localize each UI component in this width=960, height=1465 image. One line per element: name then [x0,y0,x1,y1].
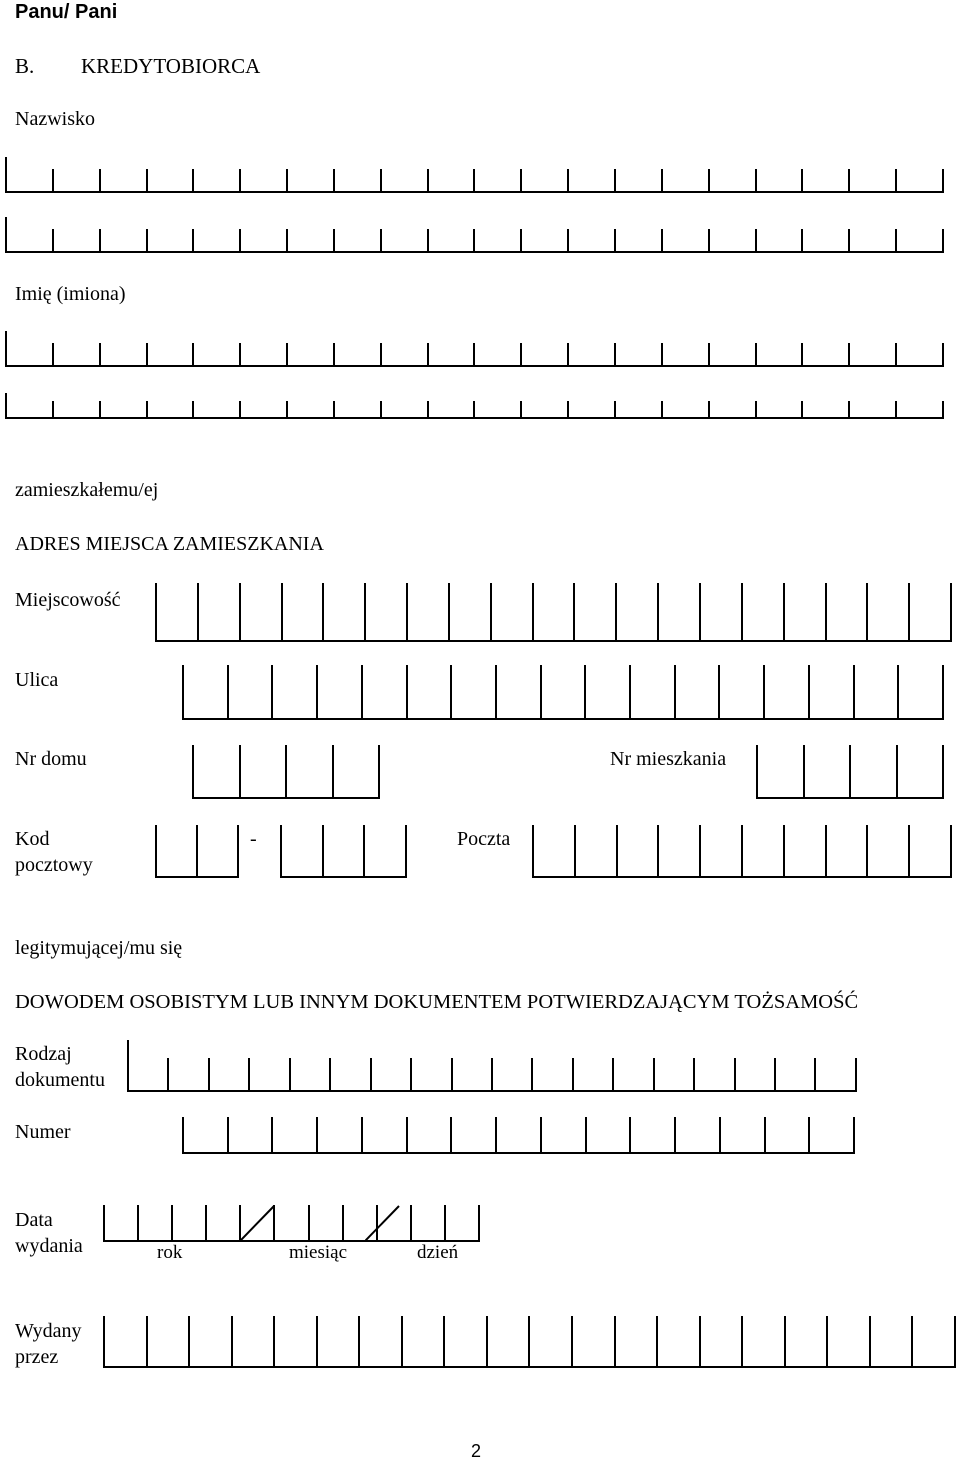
char-box[interactable] [192,745,239,797]
header-salutation: Panu/ Pani [15,1,118,23]
char-box[interactable] [380,229,427,251]
rodzaj-dokumentu-field[interactable] [127,1040,857,1092]
char-box[interactable] [127,1040,167,1090]
char-box[interactable] [708,343,755,365]
char-box[interactable] [406,583,448,640]
char-box[interactable] [896,745,945,797]
label-ulica: Ulica [15,669,59,691]
date-separator-slash-2 [365,1205,401,1242]
char-box[interactable] [755,343,802,365]
char-box[interactable] [443,1316,486,1366]
char-box[interactable] [239,583,281,640]
char-box[interactable] [5,331,52,365]
char-box[interactable] [895,229,944,251]
char-box[interactable] [192,169,239,191]
char-box[interactable] [661,169,708,191]
char-box[interactable] [208,1058,248,1091]
char-box[interactable] [271,665,316,718]
char-box[interactable] [182,1117,227,1152]
char-box[interactable] [473,229,520,251]
char-box[interactable] [182,665,227,718]
char-box[interactable] [572,1058,612,1091]
char-box[interactable] [427,229,474,251]
label-wydany-line2: przez [15,1346,59,1368]
char-box[interactable] [584,665,629,718]
char-box[interactable] [146,1316,189,1366]
nazwisko-field-row-2[interactable] [5,217,944,253]
label-wydany-line1: Wydany [15,1320,82,1342]
char-box[interactable] [532,583,574,640]
char-box[interactable] [167,1058,207,1091]
char-box[interactable] [205,1205,239,1241]
section-title: KREDYTOBIORCA [81,54,261,78]
char-box[interactable] [614,1316,657,1366]
char-box[interactable] [532,825,574,876]
char-box[interactable] [848,229,895,251]
char-box[interactable] [657,583,699,640]
char-box[interactable] [450,1117,495,1152]
char-box[interactable] [764,1117,809,1152]
char-box[interactable] [853,665,898,718]
page-number: 2 [471,1441,482,1461]
char-box[interactable] [239,401,286,417]
label-numer: Numer [15,1121,71,1143]
char-box[interactable] [741,583,783,640]
ulica-field[interactable] [182,665,944,720]
miejscowosc-field[interactable] [155,583,952,642]
char-box[interactable] [908,825,952,876]
date-separator-slash-1 [240,1205,276,1242]
char-box[interactable] [52,229,99,251]
char-box[interactable] [614,229,661,251]
char-box[interactable] [289,1058,329,1091]
char-box[interactable] [895,401,944,417]
char-box[interactable] [333,343,380,365]
char-box[interactable] [427,401,474,417]
label-kod-line1: Kod [15,828,50,850]
char-box[interactable] [869,1316,912,1366]
char-box[interactable] [699,825,741,876]
char-box[interactable] [848,343,895,365]
heading-adres: ADRES MIEJSCA ZAMIESZKANIA [15,533,324,555]
char-box[interactable] [316,665,361,718]
char-box[interactable] [826,1316,869,1366]
kod-pocztowy-part1[interactable] [155,825,239,878]
char-box[interactable] [741,825,783,876]
char-box[interactable] [197,583,239,640]
char-box[interactable] [585,1117,630,1152]
kod-pocztowy-part2[interactable] [280,825,407,878]
char-box[interactable] [520,169,567,191]
char-box[interactable] [756,745,803,797]
char-box[interactable] [192,401,239,417]
label-nazwisko: Nazwisko [15,108,95,130]
char-box[interactable] [719,1117,764,1152]
label-rodzaj-line2: dokumentu [15,1069,105,1091]
char-box[interactable] [146,169,193,191]
char-box[interactable] [803,745,850,797]
char-box[interactable] [444,1205,480,1241]
char-box[interactable] [612,1058,652,1091]
char-box[interactable] [285,745,332,797]
char-box[interactable] [520,229,567,251]
char-box[interactable] [329,1058,369,1091]
char-box[interactable] [427,343,474,365]
char-box[interactable] [273,1205,307,1241]
label-nr-mieszkania: Nr mieszkania [610,748,727,770]
char-box[interactable] [231,1316,274,1366]
char-box[interactable] [410,1058,450,1091]
char-box[interactable] [333,169,380,191]
char-box[interactable] [370,1058,410,1091]
char-box[interactable] [410,1205,444,1241]
char-box[interactable] [801,401,848,417]
char-box[interactable] [486,1316,529,1366]
char-box[interactable] [333,401,380,417]
char-box[interactable] [808,665,853,718]
char-box[interactable] [448,583,490,640]
char-box[interactable] [825,825,867,876]
char-box[interactable] [895,343,944,365]
char-box[interactable] [614,343,661,365]
char-box[interactable] [911,1316,956,1366]
char-box[interactable] [248,1058,288,1091]
char-box[interactable] [567,401,614,417]
char-box[interactable] [380,343,427,365]
char-box[interactable] [103,1205,137,1241]
label-rodzaj-line1: Rodzaj [15,1043,72,1065]
char-box[interactable] [281,583,323,640]
section-letter: B. [15,54,35,78]
label-legitymujacej: legitymującej/mu się [15,937,183,959]
char-box[interactable] [406,665,451,718]
char-box[interactable] [741,1316,784,1366]
char-box[interactable] [520,343,567,365]
char-box[interactable] [567,343,614,365]
char-box[interactable] [239,745,286,797]
char-box[interactable] [699,1316,742,1366]
nr-mieszkania-field[interactable] [756,745,944,799]
char-box[interactable] [286,169,333,191]
char-box[interactable] [699,583,741,640]
imie-field-row-1[interactable] [5,331,944,367]
char-box[interactable] [146,343,193,365]
char-box[interactable] [495,1117,540,1152]
label-poczta: Poczta [457,828,511,850]
char-box[interactable] [406,1117,451,1152]
char-box[interactable] [146,229,193,251]
char-box[interactable] [227,665,272,718]
char-box[interactable] [103,1316,146,1366]
char-box[interactable] [895,169,944,191]
char-box[interactable] [814,1058,856,1091]
char-box[interactable] [380,169,427,191]
char-box[interactable] [52,401,99,417]
char-box[interactable] [574,825,616,876]
char-box[interactable] [567,229,614,251]
char-box[interactable] [99,401,146,417]
char-box[interactable] [401,1316,444,1366]
char-box[interactable] [5,157,52,191]
char-box[interactable] [615,583,657,640]
char-box[interactable] [380,401,427,417]
char-box[interactable] [661,343,708,365]
char-box[interactable] [848,169,895,191]
char-box[interactable] [808,1117,855,1152]
char-box[interactable] [674,665,719,718]
char-box[interactable] [473,169,520,191]
char-box[interactable] [188,1316,231,1366]
label-data-line2: wydania [15,1235,83,1257]
char-box[interactable] [614,401,661,417]
nr-domu-field[interactable] [192,745,380,799]
char-box[interactable] [308,1205,342,1241]
char-box[interactable] [520,401,567,417]
char-box[interactable] [52,169,99,191]
char-box[interactable] [196,825,239,876]
char-box[interactable] [540,1117,585,1152]
label-miesiac: miesiąc [289,1242,348,1263]
char-box[interactable] [495,665,540,718]
section-b-heading [15,54,260,79]
char-box[interactable] [427,169,474,191]
char-box[interactable] [653,1058,693,1091]
char-box[interactable] [451,1058,491,1091]
char-box[interactable] [52,343,99,365]
char-box[interactable] [661,229,708,251]
char-box[interactable] [332,745,381,797]
char-box[interactable] [629,1117,674,1152]
nazwisko-field-row-1[interactable] [5,157,944,193]
char-box[interactable] [825,583,867,640]
char-box[interactable] [866,825,908,876]
char-box[interactable] [755,169,802,191]
char-box[interactable] [137,1205,171,1241]
char-box[interactable] [755,401,802,417]
char-box[interactable] [657,825,699,876]
char-box[interactable] [155,825,196,876]
char-box[interactable] [450,665,495,718]
char-box[interactable] [866,583,908,640]
char-box[interactable] [783,583,825,640]
poczta-field[interactable] [532,825,952,878]
char-box[interactable] [286,343,333,365]
char-box[interactable] [239,343,286,365]
char-box[interactable] [99,169,146,191]
char-box[interactable] [333,229,380,251]
char-box[interactable] [784,1316,827,1366]
char-box[interactable] [361,665,406,718]
label-data-line1: Data [15,1209,53,1231]
char-box[interactable] [848,401,895,417]
char-box[interactable] [774,1058,814,1091]
char-box[interactable] [491,1058,531,1091]
char-box[interactable] [473,343,520,365]
char-box[interactable] [674,1117,719,1152]
char-box[interactable] [99,229,146,251]
char-box[interactable] [708,169,755,191]
heading-dowod: DOWODEM OSOBISTYM LUB INNYM DOKUMENTEM POTWIERDZAJĄCYM TOŻSAMOŚĆ [15,991,859,1013]
char-box[interactable] [316,1316,359,1366]
char-box[interactable] [528,1316,571,1366]
label-dzien: dzień [417,1242,459,1263]
imie-field-row-2[interactable] [5,393,944,419]
char-box[interactable] [5,217,52,251]
char-box[interactable] [5,393,52,417]
char-box[interactable] [363,825,407,876]
char-box[interactable] [573,583,615,640]
char-box[interactable] [718,665,763,718]
char-box[interactable] [571,1316,614,1366]
char-box[interactable] [316,1117,361,1152]
char-box[interactable] [763,665,808,718]
char-box[interactable] [801,229,848,251]
char-box[interactable] [146,401,193,417]
label-rok: rok [157,1242,183,1263]
char-box[interactable] [280,825,322,876]
char-box[interactable] [708,229,755,251]
label-zamieszkalemu: zamieszkałemu/ej [15,479,159,501]
char-box[interactable] [908,583,952,640]
char-box[interactable] [322,825,364,876]
char-box[interactable] [540,665,585,718]
char-box[interactable] [171,1205,205,1241]
char-box[interactable] [656,1316,699,1366]
kod-dash: - [250,828,257,850]
char-box[interactable] [227,1117,272,1152]
char-box[interactable] [849,745,896,797]
data-wydania-field[interactable] [103,1205,480,1241]
char-box[interactable] [155,583,197,640]
wydany-przez-field[interactable] [103,1316,956,1368]
char-box[interactable] [286,229,333,251]
char-box[interactable] [273,1316,316,1366]
char-box[interactable] [531,1058,571,1091]
char-box[interactable] [192,343,239,365]
char-box[interactable] [567,169,614,191]
char-box[interactable] [693,1058,733,1091]
char-box[interactable] [239,169,286,191]
char-box[interactable] [286,401,333,417]
char-box[interactable] [99,343,146,365]
numer-field[interactable] [182,1117,855,1154]
char-box[interactable] [801,169,848,191]
char-box[interactable] [358,1316,401,1366]
char-box[interactable] [783,825,825,876]
label-imie: Imię (imiona) [15,283,126,305]
char-box[interactable] [271,1117,316,1152]
char-box[interactable] [801,343,848,365]
char-box[interactable] [490,583,532,640]
char-box[interactable] [661,401,708,417]
char-box[interactable] [734,1058,774,1091]
char-box[interactable] [897,665,944,718]
char-box[interactable] [364,583,406,640]
char-box[interactable] [629,665,674,718]
label-miejscowosc: Miejscowość [15,589,121,611]
char-box[interactable] [616,825,658,876]
char-box[interactable] [755,229,802,251]
char-box[interactable] [239,229,286,251]
char-box[interactable] [473,401,520,417]
char-box[interactable] [614,169,661,191]
char-box[interactable] [322,583,364,640]
char-box[interactable] [192,229,239,251]
label-kod-line2: pocztowy [15,854,93,876]
char-box[interactable] [708,401,755,417]
char-box[interactable] [361,1117,406,1152]
label-nr-domu: Nr domu [15,748,87,770]
